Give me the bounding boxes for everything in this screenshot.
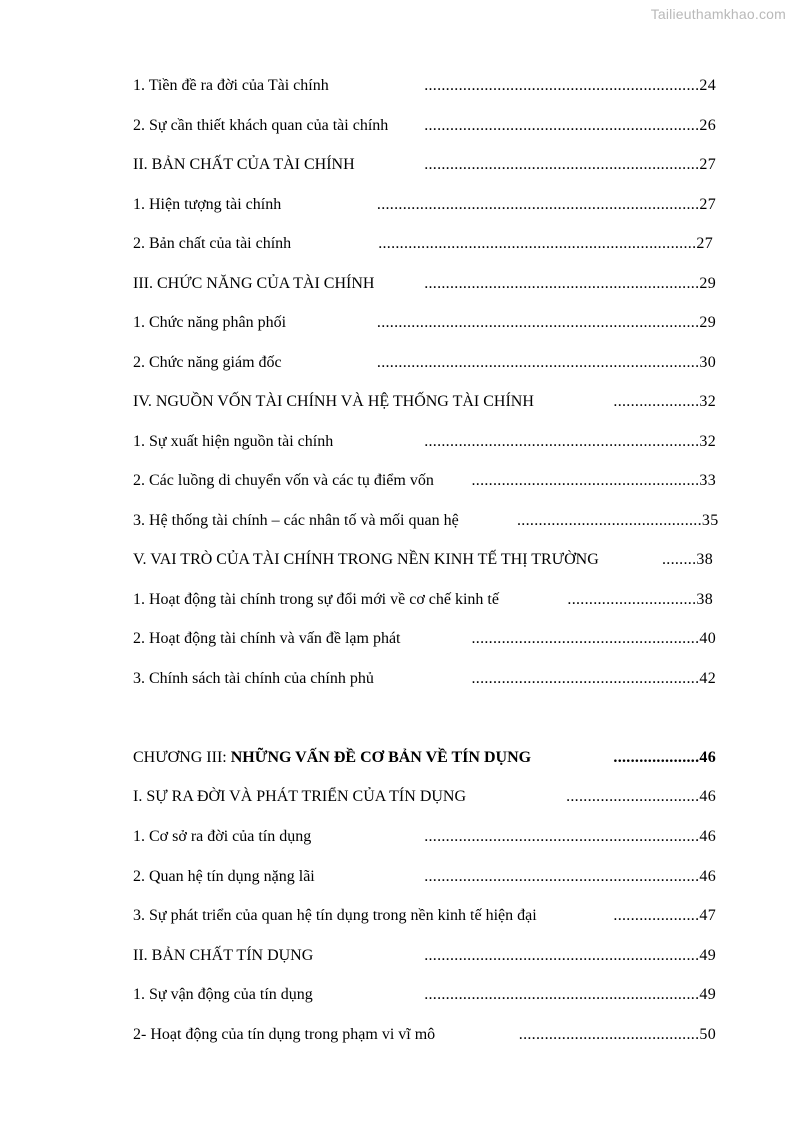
toc-entry-page: 30 — [699, 354, 716, 371]
toc-entry — [133, 194, 716, 216]
toc-entry-page: 38 — [696, 551, 713, 568]
toc-entry — [133, 431, 716, 453]
toc-entry-page: 42 — [699, 670, 716, 687]
toc-entry-page: 32 — [699, 433, 716, 450]
toc-entry — [133, 549, 716, 571]
toc-entry-page: 46 — [699, 868, 716, 885]
toc-entry-page: 46 — [699, 788, 716, 805]
toc-entry — [133, 312, 716, 334]
toc-entry — [133, 826, 716, 848]
toc-entry — [133, 668, 716, 690]
toc-entry-leader: ...........................................................................27 — [376, 196, 716, 213]
toc-entry-title: II. BẢN CHẤT CỦA TÀI CHÍNH — [133, 156, 355, 173]
toc-entry-title: 1. Cơ sở ra đời của tín dụng — [133, 828, 312, 845]
toc-entry-leader: ..........................................50 — [518, 1026, 716, 1043]
toc-entry — [133, 786, 716, 808]
toc-entry-page: 49 — [699, 986, 716, 1003]
toc-entry-page: 50 — [699, 1026, 716, 1043]
toc-entry-page: 27 — [696, 235, 713, 252]
toc-entry-page: 32 — [699, 393, 716, 410]
toc-entry — [133, 154, 716, 176]
toc-entry-title: 2. Sự cần thiết khách quan của tài chính — [133, 117, 389, 134]
toc-entry-leader: ..........................................................................27 — [378, 235, 713, 252]
toc-entry-leader: .....................................................33 — [471, 472, 716, 489]
toc-entry — [133, 352, 716, 374]
toc-entry-page: 27 — [699, 156, 716, 173]
toc-entry — [133, 470, 716, 492]
toc-entry — [133, 984, 716, 1006]
toc-entry-title: V. VAI TRÒ CỦA TÀI CHÍNH TRONG NỀN KINH TẾ THỊ TRƯỜNG — [133, 551, 599, 568]
toc-entry-leader: ................................................................24 — [424, 77, 716, 94]
toc-entry-title: 2. Hoạt động tài chính và vấn đề lạm phát — [133, 630, 401, 647]
toc-entry-title: III. CHỨC NĂNG CỦA TÀI CHÍNH — [133, 275, 375, 292]
toc-entry-title: 3. Chính sách tài chính của chính phủ — [133, 670, 374, 687]
toc-entry-leader: ................................................................49 — [424, 947, 716, 964]
toc-entry-title: 3. Sự phát triển của quan hệ tín dụng trong nền kinh tế hiện đại — [133, 907, 537, 924]
toc-entry — [133, 905, 716, 927]
toc-entry-title: 2. Bản chất của tài chính — [133, 235, 292, 252]
toc-entry-page: 38 — [696, 591, 713, 608]
toc-entry-title: 1. Hiện tượng tài chính — [133, 196, 282, 213]
toc-entry-leader: ................................................................49 — [424, 986, 716, 1003]
toc-entry — [133, 273, 716, 295]
toc-entry — [133, 391, 716, 413]
toc-entry — [133, 1024, 716, 1046]
toc-entry — [133, 233, 716, 255]
toc-entry — [133, 589, 716, 611]
toc-entry — [133, 866, 716, 888]
toc-entry-title: II. BẢN CHẤT TÍN DỤNG — [133, 947, 314, 964]
toc-entry-leader: .....................................................40 — [471, 630, 716, 647]
toc-entry-leader: ...........................................................................30 — [376, 354, 716, 371]
toc-entry-page: 47 — [699, 907, 716, 924]
toc-entry-title: 2. Quan hệ tín dụng nặng lãi — [133, 868, 315, 885]
toc-entry-leader: ................................................................46 — [424, 868, 716, 885]
toc-entry-leader: ...........................................35 — [517, 512, 719, 529]
toc-entry-leader: ..............................38 — [567, 591, 713, 608]
toc-entry-title: I. SỰ RA ĐỜI VÀ PHÁT TRIỂN CỦA TÍN DỤNG — [133, 788, 467, 805]
toc-entry — [133, 628, 716, 650]
toc-entry-page: 26 — [699, 117, 716, 134]
toc-entry — [133, 115, 716, 137]
toc-entry-title: 1. Hoạt động tài chính trong sự đổi mới về cơ chế kinh tế — [133, 591, 499, 608]
toc-entry-leader: ................................................................26 — [424, 117, 716, 134]
toc-entry-page: 33 — [699, 472, 716, 489]
toc-entry-page: 29 — [699, 275, 716, 292]
toc-entry — [133, 75, 716, 97]
chapter-page: 46 — [699, 749, 716, 766]
toc-entry-page: 35 — [701, 512, 719, 529]
watermark-text: Tailieuthamkhao.com — [650, 6, 786, 22]
toc-entry-page: 46 — [699, 828, 716, 845]
toc-entry-leader: ................................................................46 — [424, 828, 716, 845]
toc-entry-leader: ....................32 — [613, 393, 716, 410]
toc-entry-title: 2. Chức năng giám đốc — [133, 354, 282, 371]
toc-entry-title: IV. NGUỒN VỐN TÀI CHÍNH VÀ HỆ THỐNG TÀI CHÍNH — [133, 393, 534, 410]
toc-entry-leader: ................................................................27 — [424, 156, 716, 173]
toc-entry-page: 24 — [699, 77, 716, 94]
toc-entry-title: 1. Sự xuất hiện nguồn tài chính — [133, 433, 334, 450]
toc-entry — [133, 510, 719, 532]
toc-chapter-heading — [133, 747, 716, 769]
toc-entry-title: 1. Sự vận động của tín dụng — [133, 986, 313, 1003]
toc-entry-leader: .....................................................42 — [471, 670, 716, 687]
toc-entry-title: 1. Chức năng phân phối — [133, 314, 287, 331]
toc-entry-page: 49 — [699, 947, 716, 964]
toc-entry-leader: ...............................46 — [566, 788, 716, 805]
toc-entry-page: 27 — [699, 196, 716, 213]
toc-entry-leader: ....................47 — [613, 907, 716, 924]
toc-entry-title: 1. Tiền đề ra đời của Tài chính — [133, 77, 329, 94]
chapter-prefix: CHƯƠNG III: — [133, 749, 231, 766]
toc-entry-page: 40 — [699, 630, 716, 647]
toc-entry-title: 2. Các luồng di chuyển vốn và các tụ điểm vốn — [133, 472, 434, 489]
chapter-leader: ....................46 — [613, 749, 716, 766]
toc-entry-leader: ........38 — [661, 551, 713, 568]
toc-entry-title: 2- Hoạt động của tín dụng trong phạm vi vĩ mô — [133, 1026, 436, 1043]
toc-entry-leader: ................................................................32 — [424, 433, 716, 450]
toc-entry-leader: ................................................................29 — [424, 275, 716, 292]
toc-entry — [133, 945, 716, 967]
toc-entry-page: 29 — [699, 314, 716, 331]
chapter-title: NHỮNG VẤN ĐỀ CƠ BẢN VỀ TÍN DỤNG — [230, 749, 532, 766]
toc-entry-leader: ...........................................................................29 — [376, 314, 716, 331]
toc-entry-title: 3. Hệ thống tài chính – các nhân tố và mối quan hệ — [133, 512, 459, 529]
